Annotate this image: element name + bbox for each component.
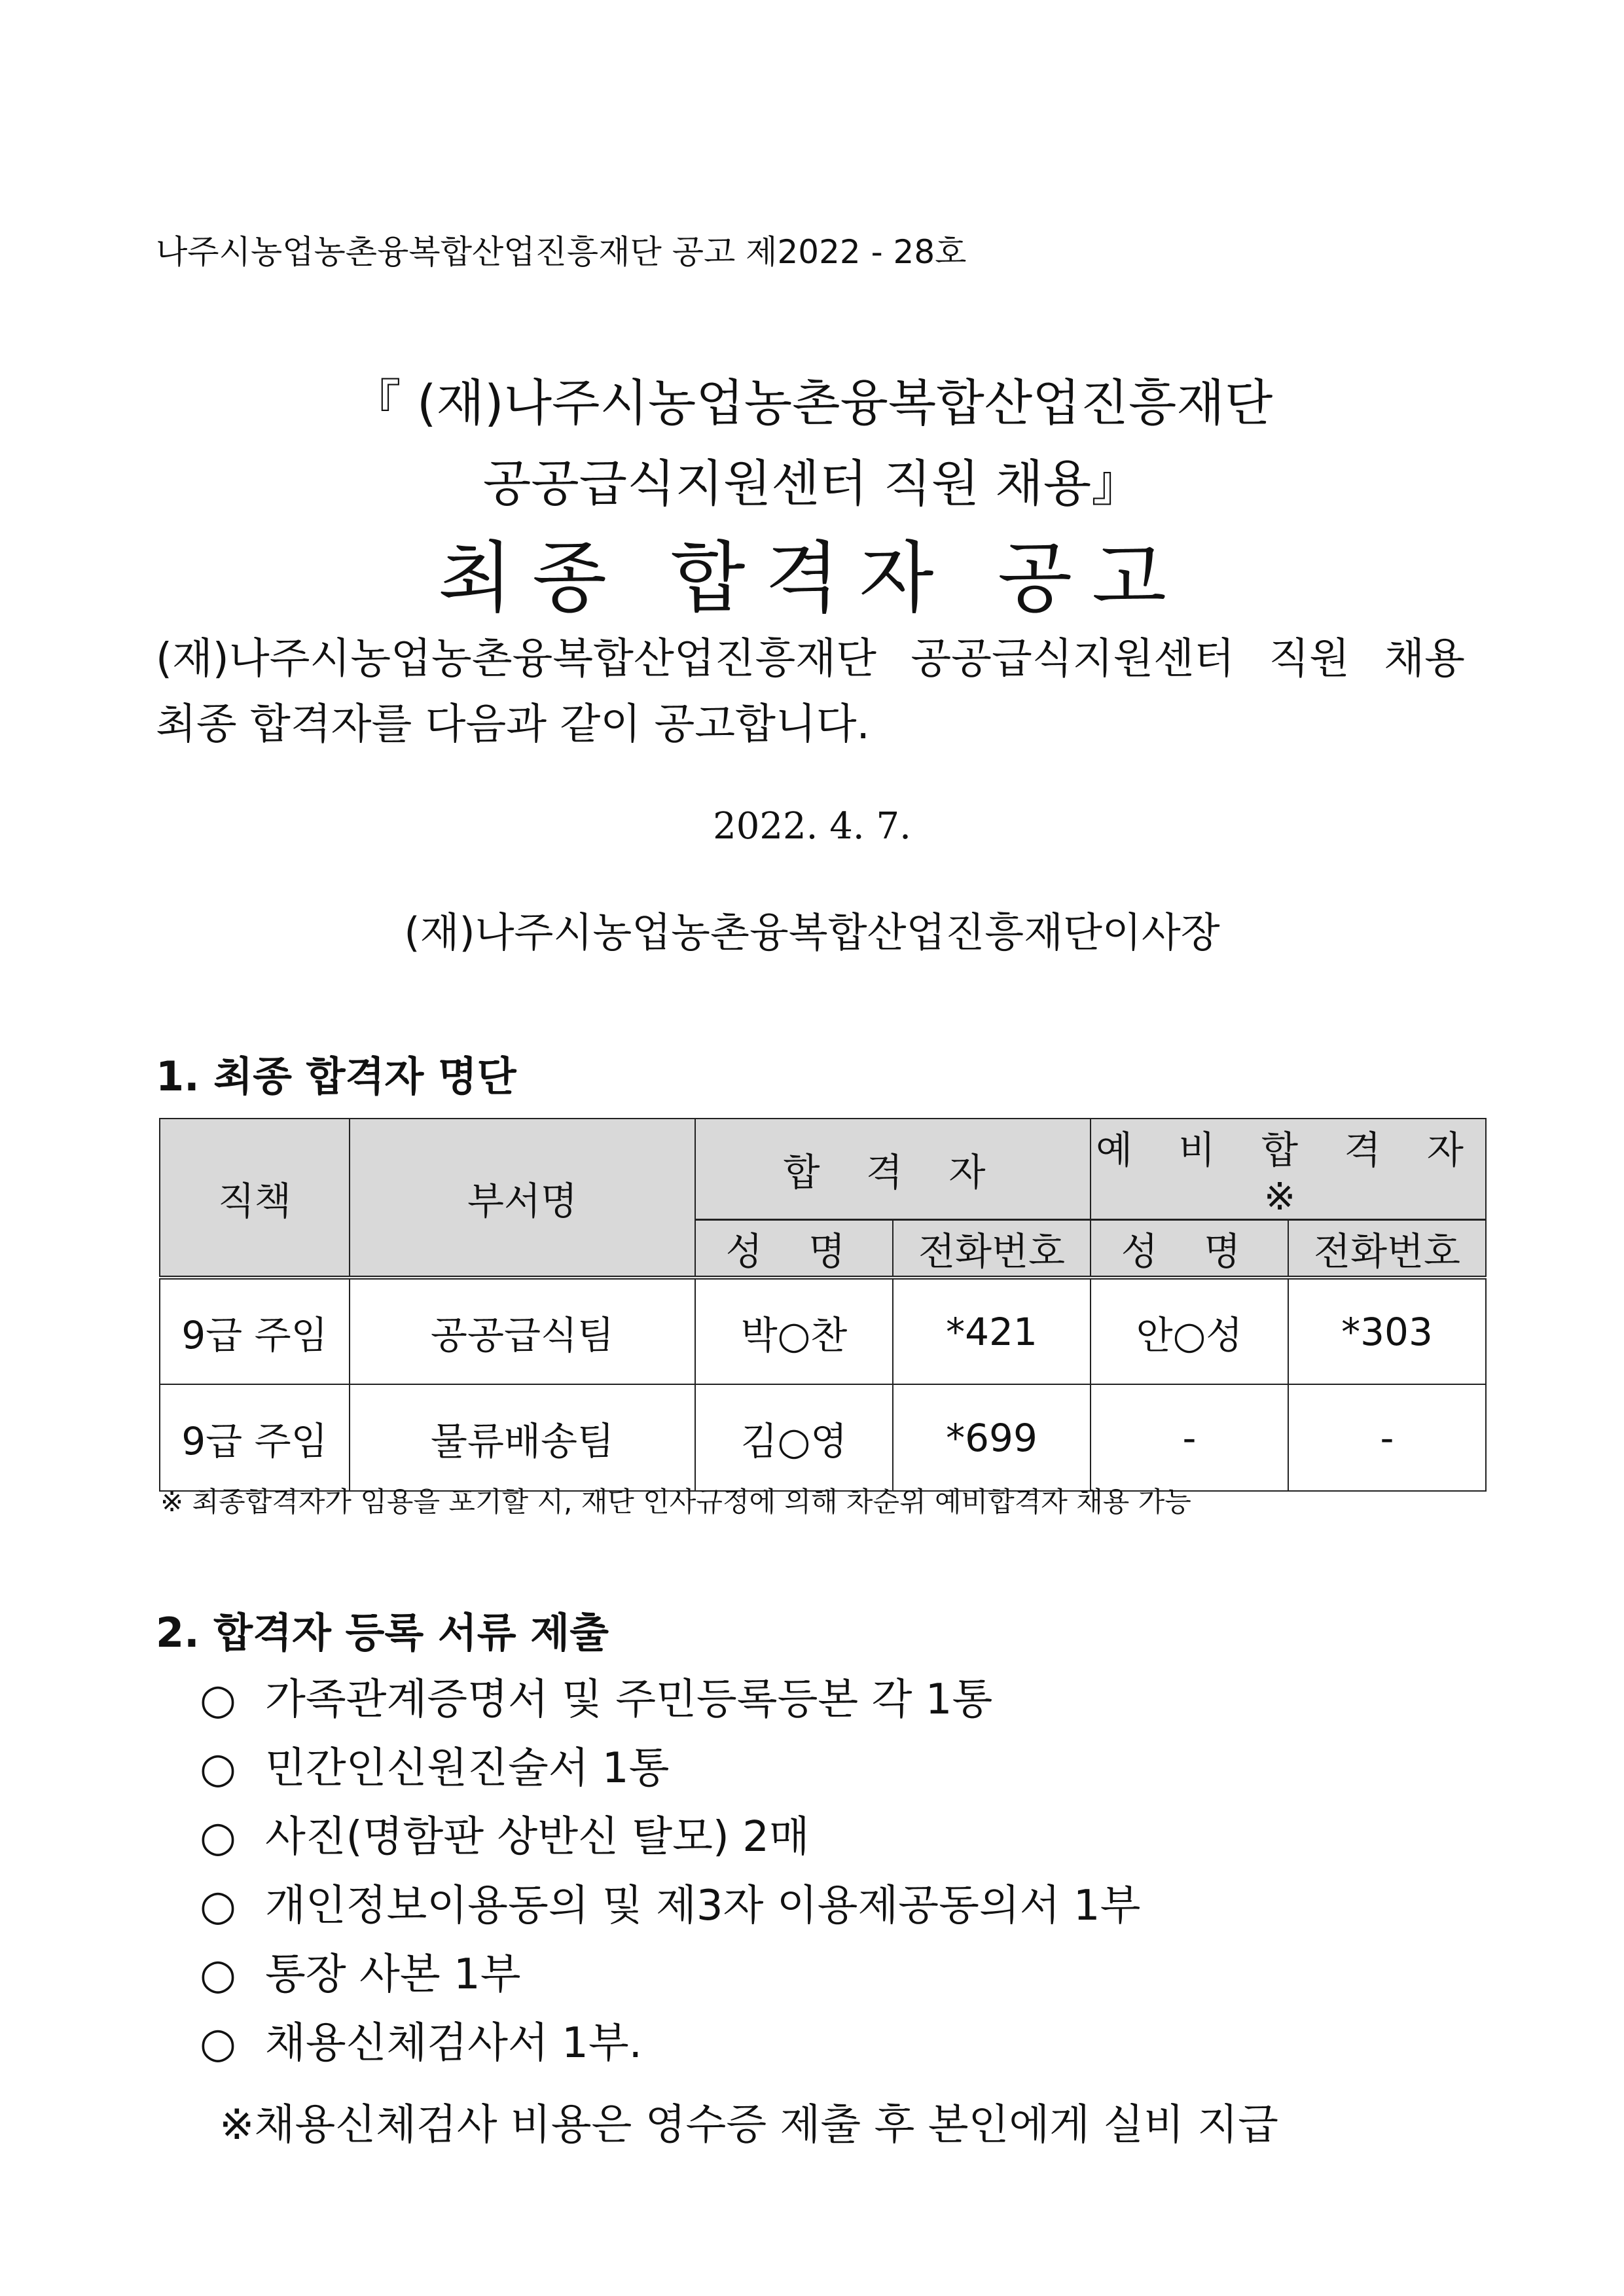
list-item: ○ 통장 사본 1부 bbox=[200, 1950, 521, 1999]
intro-line-2: 최종 합격자를 다음과 같이 공고합니다. bbox=[156, 700, 870, 749]
intro-line-1: (재)나주시농업농촌융복합산업진흥재단 공공급식지원센터 직원 채용 bbox=[156, 635, 1465, 683]
announcement-reference: 나주시농업농촌융복합산업진흥재단 공고 제2022 - 28호 bbox=[156, 233, 967, 271]
final-passers-table bbox=[159, 1118, 1487, 1492]
section-1-heading: 1. 최종 합격자 명단 bbox=[156, 1052, 516, 1100]
header-passed-group: 합 격 자 bbox=[695, 1119, 1091, 1220]
bullet-circle-icon: ○ bbox=[200, 1676, 236, 1724]
header-passed-phone: 전화번호 bbox=[893, 1220, 1091, 1278]
cell-position: 9급 주임 bbox=[160, 1278, 350, 1384]
header-passed-name: 성 명 bbox=[695, 1220, 893, 1278]
list-item: ○ 가족관계증명서 및 주민등록등본 각 1통 bbox=[200, 1676, 993, 1724]
reserve-note: ※ 최종합격자가 임용을 포기할 시, 재단 인사규정에 의해 차순위 예비합격자 채용 가능 bbox=[160, 1486, 1191, 1518]
header-reserve-group: 예 비 합 격 자※ bbox=[1091, 1119, 1486, 1220]
header-department: 부서명 bbox=[350, 1119, 695, 1278]
bullet-circle-icon: ○ bbox=[200, 1950, 236, 1999]
cell-reserve-name: 안○성 bbox=[1091, 1278, 1288, 1384]
cell-name: 김○영 bbox=[695, 1384, 893, 1491]
issuer-name: (재)나주시농업농촌융복합산업진흥재단이사장 bbox=[404, 908, 1220, 956]
cell-department: 공공급식팀 bbox=[350, 1278, 695, 1384]
cell-name: 박○찬 bbox=[695, 1278, 893, 1384]
title-line-2: 공공급식지원센터 직원 채용』 bbox=[482, 454, 1142, 512]
announcement-date: 2022. 4. 7. bbox=[713, 805, 911, 848]
cell-department: 물류배송팀 bbox=[350, 1384, 695, 1491]
section-2-heading: 2. 합격자 등록 서류 제출 bbox=[156, 1609, 609, 1657]
bullet-circle-icon: ○ bbox=[200, 1813, 236, 1861]
list-item: ○ 채용신체검사서 1부. bbox=[200, 2019, 642, 2068]
header-reserve-phone: 전화번호 bbox=[1288, 1220, 1486, 1278]
bullet-circle-icon: ○ bbox=[200, 2019, 236, 2068]
cell-position: 9급 주임 bbox=[160, 1384, 350, 1491]
bullet-circle-icon: ○ bbox=[200, 1882, 236, 1930]
cell-reserve-phone: - bbox=[1288, 1384, 1486, 1491]
cell-reserve-phone: *303 bbox=[1288, 1278, 1486, 1384]
cell-phone: *421 bbox=[893, 1278, 1091, 1384]
table-row bbox=[160, 1278, 1486, 1384]
list-item: ○ 사진(명함판 상반신 탈모) 2매 bbox=[200, 1813, 810, 1861]
header-position: 직책 bbox=[160, 1119, 350, 1278]
medical-exam-footnote: ※채용신체검사 비용은 영수증 제출 후 본인에게 실비 지급 bbox=[219, 2101, 1278, 2149]
bullet-circle-icon: ○ bbox=[200, 1744, 236, 1793]
title-line-1: 『 (재)나주시농업농촌융복합산업진흥재단 bbox=[351, 374, 1273, 432]
list-item: ○ 민간인신원진술서 1통 bbox=[200, 1744, 670, 1793]
header-reserve-name: 성 명 bbox=[1091, 1220, 1288, 1278]
cell-phone: *699 bbox=[893, 1384, 1091, 1491]
main-title: 최종 합격자 공고 bbox=[438, 533, 1186, 623]
cell-reserve-name: - bbox=[1091, 1384, 1288, 1491]
list-item: ○ 개인정보이용동의 및 제3자 이용제공동의서 1부 bbox=[200, 1882, 1141, 1930]
table-row bbox=[160, 1384, 1486, 1491]
